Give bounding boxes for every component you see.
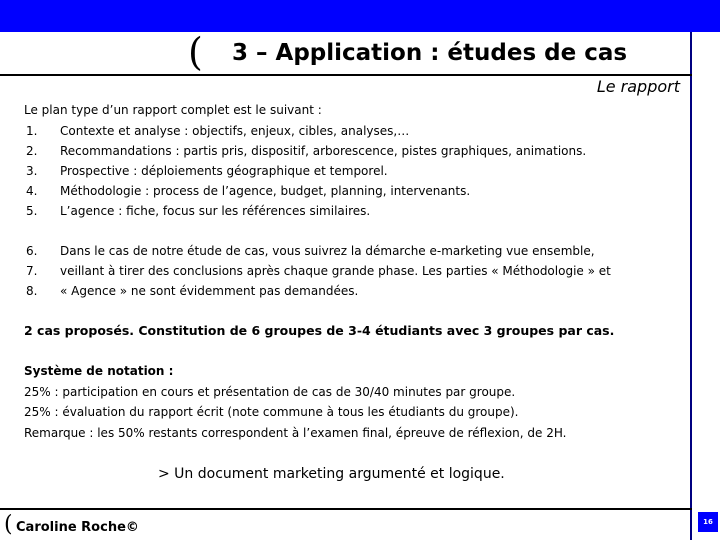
footer-author: Caroline Roche© xyxy=(16,520,139,535)
grading-title: Système de notation : xyxy=(24,364,174,378)
list-item xyxy=(26,184,470,198)
list-item xyxy=(26,284,358,298)
list-number: 6. xyxy=(26,244,38,258)
list-text: « Agence » ne sont évidemment pas demandées. xyxy=(60,284,359,298)
list-number: 2. xyxy=(26,144,38,158)
footer-divider xyxy=(0,508,692,510)
list-number: 7. xyxy=(26,264,38,278)
list-number: 3. xyxy=(26,164,38,178)
list-text: Recommandations : partis pris, dispositif, arborescence, pistes graphiques, animations. xyxy=(60,144,587,158)
list-text: veillant à tirer des conclusions après chaque grande phase. Les parties « Méthodologie » et xyxy=(60,264,611,278)
top-banner xyxy=(0,0,720,32)
grading-line: Remarque : les 50% restants correspondent à l’examen final, épreuve de réflexion, de 2H. xyxy=(24,426,567,440)
grading-line: 25% : évaluation du rapport écrit (note commune à tous les étudiants du groupe). xyxy=(24,405,519,419)
list-text: L’agence : fiche, focus sur les références similaires. xyxy=(60,204,371,218)
list-text: Contexte et analyse : objectifs, enjeux, cibles, analyses,… xyxy=(60,124,410,138)
list-number: 5. xyxy=(26,204,38,218)
list-item xyxy=(26,204,370,218)
list-number: 8. xyxy=(26,284,38,298)
footer-paren-glyph: ( xyxy=(4,512,13,537)
list-item xyxy=(26,124,409,138)
list-number: 1. xyxy=(26,124,38,138)
grading-line: 25% : participation en cours et présentation de cas de 30/40 minutes par groupe. xyxy=(24,385,516,399)
conclusion-text: > Un document marketing argumenté et logique. xyxy=(158,466,505,482)
list-text: Dans le cas de notre étude de cas, vous suivrez la démarche e-marketing vue ensemble, xyxy=(60,244,595,258)
right-margin-bar xyxy=(690,32,720,540)
slide-subtitle: Le rapport xyxy=(596,77,680,96)
list-item xyxy=(26,144,586,158)
slide-title: 3 – Application : études de cas xyxy=(232,40,628,66)
list-text: Méthodologie : process de l’agence, budget, planning, intervenants. xyxy=(60,184,471,198)
list-item xyxy=(26,264,611,278)
intro-text: Le plan type d’un rapport complet est le suivant : xyxy=(24,103,322,117)
page-number: 16 xyxy=(698,512,718,532)
title-paren-glyph: ( xyxy=(188,30,203,74)
list-item xyxy=(26,244,595,258)
list-item xyxy=(26,164,388,178)
list-number: 4. xyxy=(26,184,38,198)
groups-text: 2 cas proposés. Constitution de 6 groupes de 3-4 étudiants avec 3 groupes par cas. xyxy=(24,323,615,338)
list-text: Prospective : déploiements géographique et temporel. xyxy=(60,164,388,178)
title-divider xyxy=(0,74,692,76)
